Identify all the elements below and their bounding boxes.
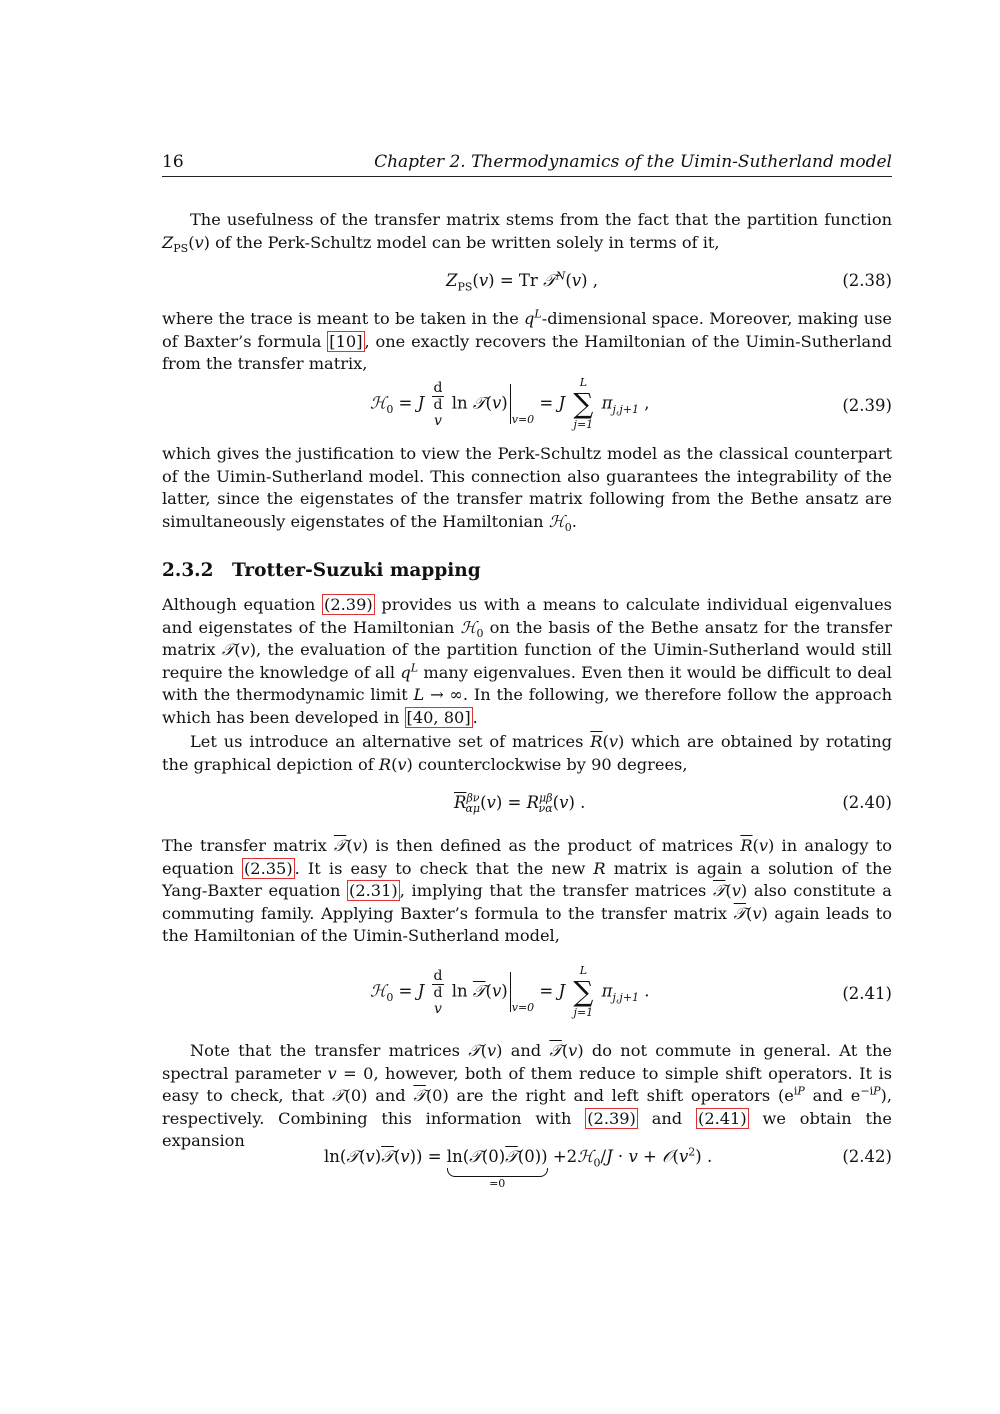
equation-number: (2.39) bbox=[842, 396, 892, 415]
chapter-title: Chapter 2. Thermodynamics of the Uimin-Sutherland model bbox=[374, 152, 892, 172]
paragraph-3: which gives the justification to view the Perk-Schultz model as the classical counterpart of the Uimin-Sutherland model. This connection also guarantees the integrability of the latter, since the eigenstates of the transfer matrix following from the Bethe ansatz are simultaneously eigenstates of the Hamiltonian ℋ$_0$. bbox=[162, 444, 892, 535]
equation-number: (2.38) bbox=[842, 271, 892, 290]
paragraph-5: Let us introduce an alternative set of matrices $\overline{R}(v)$ which are obtained by rotating the graphical depiction of R(v) counterclockwise by 90 degrees, bbox=[162, 732, 892, 774]
equation-2-40: $\overline{R}^{\beta\nu}_{\alpha\mu}(v) = R^{\mu\beta}_{\nu\alpha}(v)$ . (2.40) bbox=[454, 791, 892, 816]
equation-link[interactable]: (2.35) bbox=[243, 858, 293, 878]
equation-link[interactable]: (2.39) bbox=[587, 1108, 636, 1128]
section-title: Trotter-Suzuki mapping bbox=[232, 560, 481, 581]
running-header bbox=[162, 150, 892, 177]
equation-2-42: ln(𝒯(v)𝒯(v)) = ln(𝒯(0)𝒯(0)) =0 +2ℋ$_0$/J · $v + 𝒪(v^2)$ . (2.42) bbox=[324, 1145, 892, 1190]
paragraph-2: where the trace is meant to be taken in the $q^L$-dimensional space. Moreover, making use of Baxter’s formula [10] , one exactly recovers the Hamiltonian of the Uimin-Sutherland from the transfer matrix, bbox=[162, 307, 893, 374]
equation-2-39: ℋ$_0$ = J d d v $\ln 𝒯(v)_{v=0} = J$ L ∑ j=1 $\pi_{j,j+1}$ , (2.39) bbox=[370, 376, 892, 431]
equation-link[interactable]: (2.31) bbox=[349, 881, 398, 901]
section-heading bbox=[162, 560, 481, 581]
paragraph-1: The usefulness of the transfer matrix stems from the fact that the partition function $Z_{PS}(v)$ of the Perk-Schultz model can be written solely in terms of it, bbox=[162, 210, 892, 255]
citation-link[interactable]: [40, 80] bbox=[406, 707, 471, 727]
underbrace: ln(𝒯(0)𝒯(0)) =0 bbox=[446, 1147, 548, 1190]
paragraph-6: The transfer matrix 𝒯(v) is then defined as the product of matrices $\overline{R}(v)$ in analogy to equation (2.35) . It is easy to check that the new R matrix is again a solution of the Yang-Baxter equation (2.31) , implying that the transfer matrices 𝒯(v) also constitute a commuting family. Applying Baxter’s formula to the transfer matrix 𝒯(v) again leads to the Hamiltonian of the Uimin-Sutherland model, bbox=[162, 836, 893, 946]
equation-number: (2.40) bbox=[842, 793, 892, 812]
equation-2-41: ℋ$_0$ = J d d v $\ln 𝒯(v)_{v=0} = J$ L ∑ j=1 $\pi_{j,j+1}$ . (2.41) bbox=[370, 964, 892, 1019]
page-number: 16 bbox=[162, 152, 184, 172]
equation-link[interactable]: (2.39) bbox=[324, 595, 373, 614]
section-number: 2.3.2 bbox=[162, 560, 214, 581]
equation-2-38: $Z_{PS}(v) = Tr$ 𝒯$^N$(v) , (2.38) bbox=[446, 269, 892, 294]
equation-number: (2.41) bbox=[842, 984, 892, 1003]
citation-link[interactable]: [10] bbox=[329, 331, 363, 351]
equation-link[interactable]: (2.41) bbox=[698, 1108, 747, 1128]
equation-number: (2.42) bbox=[842, 1147, 892, 1166]
paragraph-7: Note that the transfer matrices 𝒯(v) and 𝒯(v) do not commute in general. At the spectral parameter v = 0, however, both of them reduce to simple shift operators. It is easy to check, that 𝒯(0) and 𝒯(0) are the right and left shift operators ($e^{iP}$ and $e^{-iP}$), respectively. Combining this information with (2.39) and (2.41) we obtain the expansion bbox=[162, 1041, 893, 1151]
paragraph-4: Although equation (2.39) provides us with a means to calculate individual eigenvalues and eigenstates of the Hamiltonian ℋ$_0$ on the basis of the Bethe ansatz for the transfer matrix 𝒯(v), the evaluation of the partition function of the Uimin-Sutherland would still require the knowledge of all $q^L$ many eigenvalues. Even then it would be difficult to deal with the thermodynamic limit L → ∞. In the following, we therefore follow the approach which has been developed in [40, 80] . bbox=[162, 595, 893, 727]
